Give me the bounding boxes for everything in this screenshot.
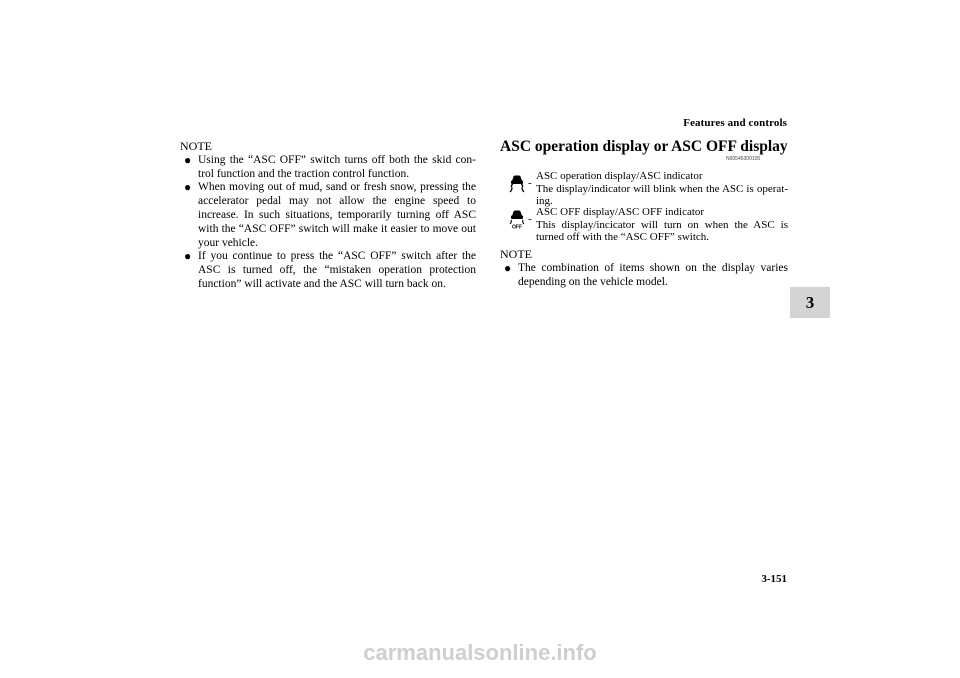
right-note bbox=[500, 248, 788, 289]
bullet-text: The combination of items shown on the display varies depending on the vehicle model. bbox=[518, 261, 788, 288]
bullet-icon: ● bbox=[184, 152, 192, 167]
note-bullet bbox=[180, 250, 476, 291]
bullet-text: Using the “ASC OFF” switch turns off both the skid con-trol function and the traction control function. bbox=[198, 153, 476, 180]
chapter-tab bbox=[790, 287, 830, 318]
page-number: 3-151 bbox=[761, 573, 787, 585]
bullet-icon: ● bbox=[504, 260, 512, 275]
note-bullet bbox=[180, 181, 476, 250]
item-description: The display/indicator will blink when the ASC is operat-ing. bbox=[536, 182, 788, 207]
indicator-item-asc-off bbox=[508, 206, 788, 244]
note-label: NOTE bbox=[180, 139, 212, 153]
chapter-number: 3 bbox=[805, 292, 815, 312]
bullet-icon: ● bbox=[184, 249, 192, 264]
item-dash: - bbox=[528, 213, 532, 225]
watermark-link[interactable]: carmanualsonline.info bbox=[363, 640, 597, 665]
note-bullet bbox=[180, 154, 476, 182]
bullet-text: If you continue to press the “ASC OFF” switch after the ASC is turned off, the “mistaken operation protection function” will activate and the ASC will turn back on. bbox=[198, 250, 476, 290]
svg-text:OFF: OFF bbox=[512, 224, 522, 229]
item-description: This display/incicator will turn on when the ASC is turned off with the “ASC OFF” switch. bbox=[536, 218, 788, 243]
item-title: ASC OFF display/ASC OFF indicator bbox=[536, 206, 705, 218]
left-note bbox=[180, 140, 476, 292]
bullet-icon: ● bbox=[184, 180, 192, 195]
section-code: N00546300105 bbox=[726, 156, 761, 162]
section-title: ASC operation display or ASC OFF display bbox=[500, 138, 788, 155]
note-label: NOTE bbox=[500, 247, 532, 261]
indicator-item-asc bbox=[508, 170, 788, 208]
item-title: ASC operation display/ASC indicator bbox=[536, 170, 703, 182]
skid-car-off-icon bbox=[508, 209, 526, 229]
page-header: Features and controls bbox=[683, 117, 787, 129]
bullet-text: When moving out of mud, sand or fresh snow, pressing the accelerator pedal may not allow the engine speed to increase. In such situations, temporarily turning off ASC with the “ASC OFF” switch will make it easier to move out your vehicle. bbox=[198, 181, 476, 249]
item-dash: - bbox=[528, 177, 532, 189]
note-bullet bbox=[500, 262, 788, 290]
skid-car-icon bbox=[508, 173, 526, 193]
